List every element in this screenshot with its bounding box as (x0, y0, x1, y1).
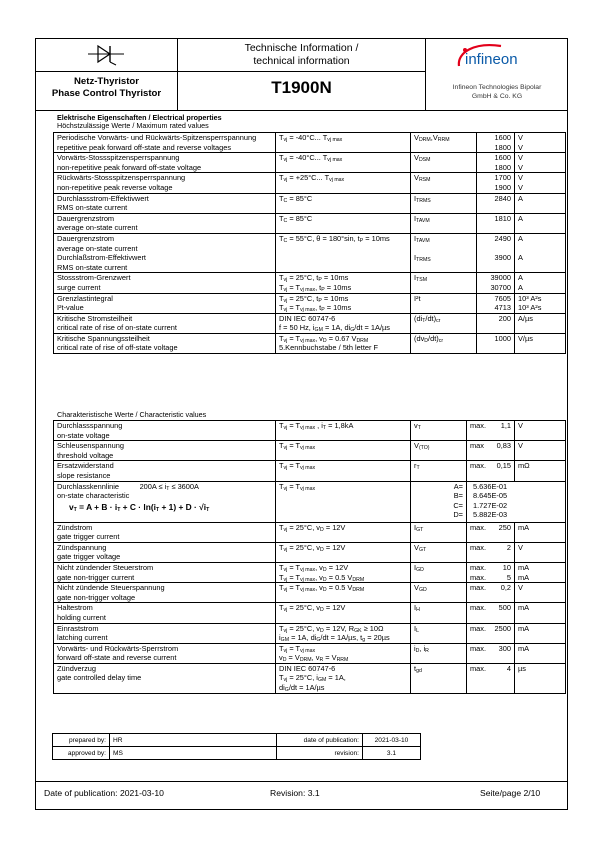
unit: V V (515, 153, 566, 173)
param-description: Durchlassstrom-Effektivwert RMS on-state current (54, 193, 276, 213)
footer-divider (35, 781, 568, 782)
unit: A (515, 193, 566, 213)
doc-type (178, 42, 425, 67)
value: 7605 4713 (477, 293, 515, 313)
param-description: Dauergrenzstrom average on-state current Durchlaßstrom-Effektivwert RMS on-state current (54, 233, 276, 272)
unit: A A (515, 233, 566, 272)
thyristor-symbol-icon (88, 44, 124, 66)
test-condition: $T_{vj} = 25^\circ C$, $v_D = 12V$, $R_{GK} \ge 10\Omega$ $i_{GM} = 1A$, $di_G/dt = 1A/\mu s$, $t_g = 20\mu s$ (276, 623, 411, 643)
part-number: T1900N (271, 78, 332, 97)
value: max. 0,15 (467, 461, 515, 481)
value: 200 (477, 313, 515, 333)
test-condition: $T_{vj} = 25^\circ C$, $v_D = 12V$ (276, 542, 411, 562)
approval-table (52, 733, 421, 760)
rating-row (54, 213, 566, 233)
value: max. 2 (467, 542, 515, 562)
unit: V (515, 421, 566, 441)
unit: A A (515, 273, 566, 293)
symbol: I²t (411, 293, 477, 313)
value: 1810 (477, 213, 515, 233)
symbol: $t_{gd}$ (411, 663, 467, 693)
unit: mA mA (515, 562, 566, 582)
footer-revision: Revision: 3.1 (270, 788, 320, 798)
logo-text: infineon (465, 51, 518, 68)
characteristic-row (54, 461, 566, 481)
value: 2840 (477, 193, 515, 213)
section-subtitle-max-ratings: Höchstzulässige Werte / Maximum rated values (57, 121, 209, 130)
company-name (426, 83, 568, 101)
rating-row (54, 173, 566, 193)
param-description: Nicht zündender Steuerstrom gate non-trigger current (54, 562, 276, 582)
characteristic-row (54, 441, 566, 461)
unit: V V (515, 173, 566, 193)
unit: mA (515, 603, 566, 623)
symbol: $V_{GD}$ (411, 583, 467, 603)
value: max. 1,1 (467, 421, 515, 441)
value: max. 0,2 (467, 583, 515, 603)
symbol: $i_D$, $i_R$ (411, 643, 467, 663)
rating-row (54, 293, 566, 313)
param-description: Rückwärts-Stossspitzensperrspannung non-repetitive peak reverse voltage (54, 173, 276, 193)
param-description: Haltestrom holding current (54, 603, 276, 623)
pubdate-label: date of publication: (277, 734, 363, 747)
unit: mA (515, 643, 566, 663)
test-condition: $T_{vj} = T_{vj max}$ (276, 481, 411, 522)
infineon-logo (455, 42, 531, 72)
product-type-en: Phase Control Thyristor (51, 88, 162, 99)
characteristic-row (54, 623, 566, 643)
value: max. 500 (467, 603, 515, 623)
test-condition: $T_{vj} = +25^\circ C$... $T_{vj max}$ (276, 173, 411, 193)
rating-row (54, 153, 566, 173)
symbol: $I_{TRMS}$ (411, 193, 477, 213)
unit: V (515, 441, 566, 461)
param-description: Schleusenspannung threshold voltage (54, 441, 276, 461)
param-description: Zündspannung gate trigger voltage (54, 542, 276, 562)
unit: V/µs (515, 333, 566, 353)
test-condition: $T_{vj} = -40^\circ C$... $T_{vj max}$ (276, 133, 411, 153)
test-condition: $T_{vj} = 25^\circ C$, $t_P = 10ms$ $T_{vj} = T_{vj max}$, $t_P = 10ms$ (276, 273, 411, 293)
param-description: Zündverzug gate controlled delay time (54, 663, 276, 693)
symbol: $I_{TAVM}$ (411, 213, 477, 233)
unit: V (515, 542, 566, 562)
coeff-names: A= B= C= D= (411, 481, 467, 522)
symbol: $V_{DSM}$ (411, 153, 477, 173)
test-condition: $T_{vj} = T_{vj max}$, $v_D = 0.67$ $V_{DRM}$ 5.Kennbuchstabe / 5th letter F (276, 333, 411, 353)
characteristic-row (54, 542, 566, 562)
param-description: Ersatzwiderstand slope resistance (54, 461, 276, 481)
test-condition: DIN IEC 60747-6 f = 50 Hz, $i_{GM} = 1A$, $di_G/dt = 1A/\mu s$ (276, 313, 411, 333)
symbol: $I_{TAVM}$ $I_{TRMS}$ (411, 233, 477, 272)
characteristic-row (54, 663, 566, 693)
test-condition: $T_{vj} = T_{vj max}$ $v_D = V_{DRM}$, $v_R = V_{RRM}$ (276, 643, 411, 663)
param-description: Zündstrom gate trigger current (54, 522, 276, 542)
onstate-characteristic-row (54, 481, 566, 522)
section-title-characteristic: Charakteristische Werte / Characteristic values (57, 410, 207, 419)
param-description: Stossstrom-Grenzwert surge current (54, 273, 276, 293)
value: max 0,83 (467, 441, 515, 461)
product-type (36, 76, 177, 100)
value: max. 250 (467, 522, 515, 542)
test-condition: $T_{vj} = 25^\circ C$, $v_D = 12V$ (276, 603, 411, 623)
characteristic-row (54, 421, 566, 441)
param-description: Grenzlastintegral I²t-value (54, 293, 276, 313)
symbol: $I_L$ (411, 623, 467, 643)
rating-row (54, 313, 566, 333)
characteristic-row (54, 643, 566, 663)
test-condition: $T_C = 55^\circ C$, θ = 180°sin, $t_P = 10ms$ (276, 233, 411, 272)
value: 39000 30700 (477, 273, 515, 293)
symbol: $V_{RSM}$ (411, 173, 477, 193)
test-condition: $T_{vj} = 25^\circ C$, $t_P = 10ms$ $T_{vj} = T_{vj max}$, $t_P = 10ms$ (276, 293, 411, 313)
test-condition: $T_{vj} = T_{vj max}$, $v_D = 0.5$ $V_{DRM}$ (276, 583, 411, 603)
param-description: Vorwärts-Stossspitzensperrspannung non-repetitive peak forward off-state voltage (54, 153, 276, 173)
characteristic-row (54, 522, 566, 542)
rating-row (54, 233, 566, 272)
value: 2490 3900 (477, 233, 515, 272)
param-description: Durchlasskennlinie $200A \le i_T \le 3600A$ on-state characteristic $v_T = A + B \cdot i_T + C \cdot \ln(i_T + 1) + D \cdot √i_T$ (54, 481, 276, 522)
param-description: Einraststrom latching current (54, 623, 276, 643)
header-divider (35, 71, 425, 72)
unit: A/µs (515, 313, 566, 333)
revision-label: revision: (277, 747, 363, 760)
rating-row (54, 193, 566, 213)
unit: µs (515, 663, 566, 693)
symbol: $I_H$ (411, 603, 467, 623)
test-condition: $T_C = 85^\circ C$ (276, 193, 411, 213)
value: 1700 1900 (477, 173, 515, 193)
unit: mA (515, 623, 566, 643)
pubdate-value: 2021-03-10 (363, 734, 421, 747)
value: 1600 1800 (477, 153, 515, 173)
test-condition: $T_{vj} = 25^\circ C$, $v_D = 12V$ (276, 522, 411, 542)
company-line2: GmbH & Co. KG (471, 93, 523, 100)
value: max. max. 10 5 (467, 562, 515, 582)
approved-label: approved by: (53, 747, 110, 760)
test-condition: $T_{vj} = -40^\circ C$... $T_{vj max}$ (276, 153, 411, 173)
characteristic-row (54, 583, 566, 603)
param-description: Durchlassspannung on-state voltage (54, 421, 276, 441)
characteristic-row (54, 562, 566, 582)
symbol: $V_{(TO)}$ (411, 441, 467, 461)
symbol: $v_T$ (411, 421, 467, 441)
prepared-value: HR (110, 734, 277, 747)
characteristic-values-table (53, 420, 566, 694)
unit: A (515, 213, 566, 233)
coeff-values: 5.636E-01 8.645E-05 1.727E-02 5.882E-03 (467, 481, 566, 522)
approved-value: MS (110, 747, 277, 760)
symbol: $r_T$ (411, 461, 467, 481)
max-ratings-table (53, 132, 566, 354)
test-condition: $T_{vj} = T_{vj max}$ (276, 461, 411, 481)
param-description: Periodische Vorwärts- und Rückwärts-Spitzensperrspannung repetitive peak forward off-state and reverse voltages (54, 133, 276, 153)
symbol: $(dv_D/dt)_{cr}$ (411, 333, 477, 353)
company-line1: Infineon Technologies Bipolar (452, 84, 542, 91)
onstate-formula: $v_T = A + B \cdot i_T + C \cdot \ln(i_T + 1) + D \cdot √i_T$ (69, 501, 210, 513)
footer-date: Date of publication: 2021-03-10 (44, 788, 164, 798)
symbol: $V_{GT}$ (411, 542, 467, 562)
value: max. 4 (467, 663, 515, 693)
symbol: $I_{GD}$ (411, 562, 467, 582)
product-type-de: Netz-Thyristor (73, 76, 140, 87)
param-description: Dauergrenzstrom average on-state current (54, 213, 276, 233)
unit: mΩ (515, 461, 566, 481)
test-condition: $T_{vj} = T_{vj max}$ (276, 441, 411, 461)
value: 1000 (477, 333, 515, 353)
value: 1600 1800 (477, 133, 515, 153)
doc-type-en: technical information (253, 54, 350, 67)
revision-value: 3.1 (363, 747, 421, 760)
footer-page: Seite/page 2/10 (480, 788, 541, 798)
test-condition: $T_C = 85^\circ C$ (276, 213, 411, 233)
rating-row (54, 333, 566, 353)
test-condition: $T_{vj} = T_{vj max}$ , $i_T = 1,8kA$ (276, 421, 411, 441)
param-description: Kritische Spannungssteilheit critical rate of rise of off-state voltage (54, 333, 276, 353)
symbol: $I_{GT}$ (411, 522, 467, 542)
characteristic-row (54, 603, 566, 623)
symbol: $(di_T/dt)_{cr}$ (411, 313, 477, 333)
rating-row (54, 133, 566, 153)
unit: V (515, 583, 566, 603)
unit: 10³ A²s 10³ A²s (515, 293, 566, 313)
section-title-electrical: Elektrische Eigenschaften / Electrical properties (57, 113, 222, 122)
symbol: $I_{TSM}$ (411, 273, 477, 293)
param-description: Nicht zündende Steuerspannung gate non-trigger voltage (54, 583, 276, 603)
rating-row (54, 273, 566, 293)
unit: mA (515, 522, 566, 542)
header-divider (35, 110, 568, 111)
unit: V V (515, 133, 566, 153)
value: max. 2500 (467, 623, 515, 643)
doc-type-de: Technische Information / (244, 42, 359, 54)
symbol: $V_{DRM},V_{RRM}$ (411, 133, 477, 153)
test-condition: DIN IEC 60747-6 $T_{vj} = 25^\circ C$, $i_{GM} = 1A$, $di_G/dt = 1A/\mu s$ (276, 663, 411, 693)
param-description: Kritische Stromsteilheit critical rate of rise of on-state current (54, 313, 276, 333)
param-description: Vorwärts- und Rückwärts-Sperrstrom forward off-state and reverse current (54, 643, 276, 663)
value: max. 300 (467, 643, 515, 663)
test-condition: $T_{vj} = T_{vj max}$, $v_D = 12V$ $T_{vj} = T_{vj max}$, $v_D = 0.5$ $V_{DRM}$ (276, 562, 411, 582)
prepared-label: prepared by: (53, 734, 110, 747)
